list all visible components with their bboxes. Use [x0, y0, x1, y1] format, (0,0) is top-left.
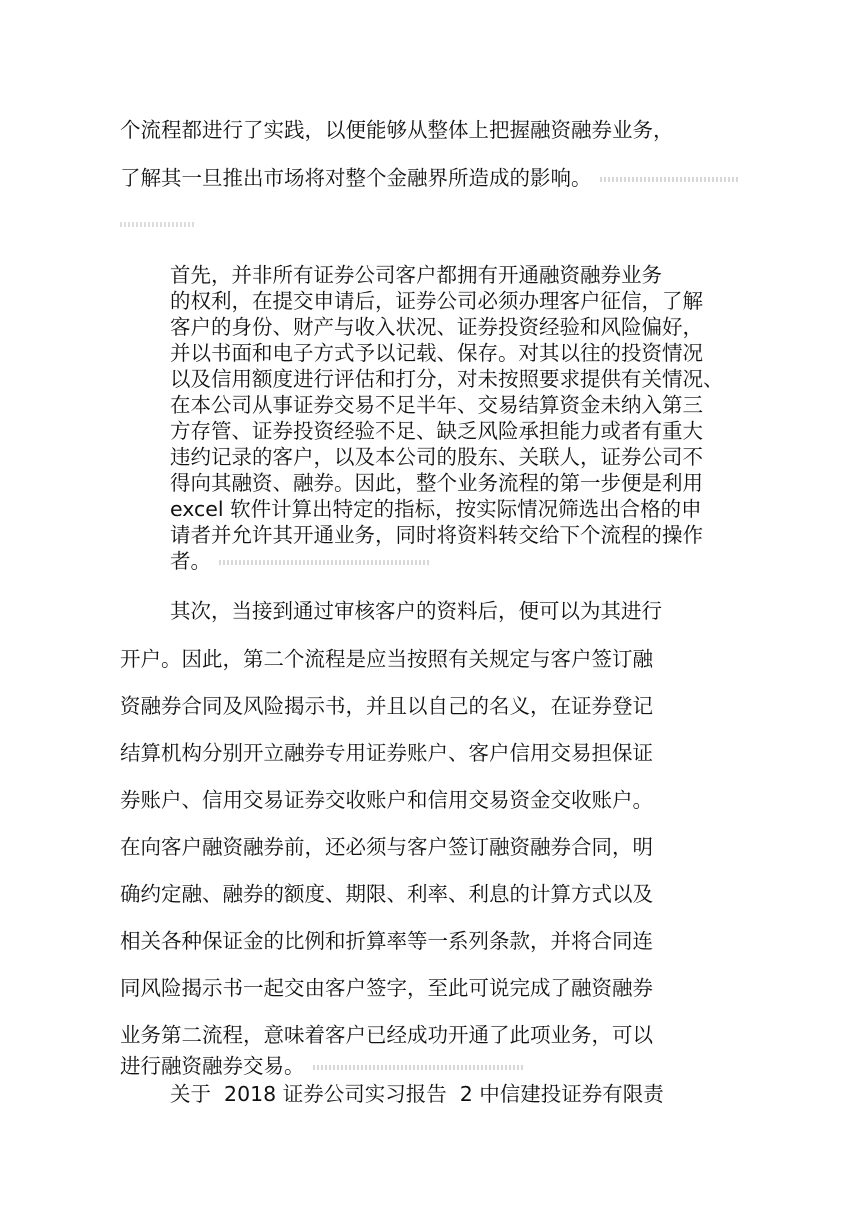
text-line: 客户的身份、财产与收入状况、证券投资经验和风险偏好， [170, 315, 703, 339]
text-line [120, 1053, 523, 1079]
text-line: 资融券合同及风险揭示书，并且以自己的名义，在证券登记 [120, 694, 653, 718]
text-line: 确约定融、融券的额度、期限、利率、利息的计算方式以及 [120, 882, 653, 906]
text-line: 结算机构分别开立融券专用证券账户、客户信用交易担保证 [120, 741, 653, 765]
text-line [120, 165, 740, 191]
watermark-dots [313, 1065, 523, 1070]
text-line: 在本公司从事证券交易不足半年、交易结算资金未纳入第三 [170, 393, 703, 417]
text-line: 并以书面和电子方式予以记载、保存。对其以往的投资情况 [170, 341, 703, 365]
watermark-dots [600, 177, 740, 182]
watermark-dots [120, 222, 194, 227]
text-line-content: 了解其一旦推出市场将对整个金融界所造成的影响。 [120, 166, 592, 190]
text-line: 得向其融资、融券。因此，整个业务流程的第一步便是利用 [170, 471, 703, 495]
watermark-dots [219, 560, 429, 565]
text-line: 首先，并非所有证券公司客户都拥有开通融资融券业务 [170, 263, 662, 287]
text-line: 相关各种保证金的比例和折算率等一系列条款，并将合同连 [120, 929, 653, 953]
text-line: 其次，当接到通过审核客户的资料后，便可以为其进行 [170, 599, 662, 623]
text-line: 违约记录的客户，以及本公司的股东、关联人，证券公司不 [170, 445, 703, 469]
text-line: 方存管、证券投资经验不足、缺乏风险承担能力或者有重大 [170, 419, 703, 443]
text-line: 券账户、信用交易证券交收账户和信用交易资金交收账户。 [120, 788, 653, 812]
text-line: 的权利，在提交申请后，证券公司必须办理客户征信，了解 [170, 289, 703, 313]
text-line: 个流程都进行了实践，以便能够从整体上把握融资融券业务， [120, 118, 674, 142]
text-line-content: 进行融资融券交易。 [120, 1054, 305, 1078]
section-heading: 关于 2018 证券公司实习报告 2 中信建投证券有限责 [170, 1082, 664, 1106]
text-line: 开户。因此，第二个流程是应当按照有关规定与客户签订融 [120, 647, 653, 671]
text-line [170, 548, 429, 574]
text-line: 请者并允许其开通业务，同时将资料转交给下个流程的操作 [170, 523, 703, 547]
text-line: excel 软件计算出特定的指标，按实际情况筛选出合格的申 [170, 497, 702, 521]
text-line: 在向客户融资融券前，还必须与客户签订融资融券合同，明 [120, 835, 653, 859]
text-line: 同风险揭示书一起交由客户签字，至此可说完成了融资融券 [120, 976, 653, 1000]
text-line: 以及信用额度进行评估和打分，对未按照要求提供有关情况、 [170, 367, 724, 391]
text-line: 业务第二流程，意味着客户已经成功开通了此项业务，可以 [120, 1023, 653, 1047]
text-line-content: 者。 [170, 549, 211, 573]
